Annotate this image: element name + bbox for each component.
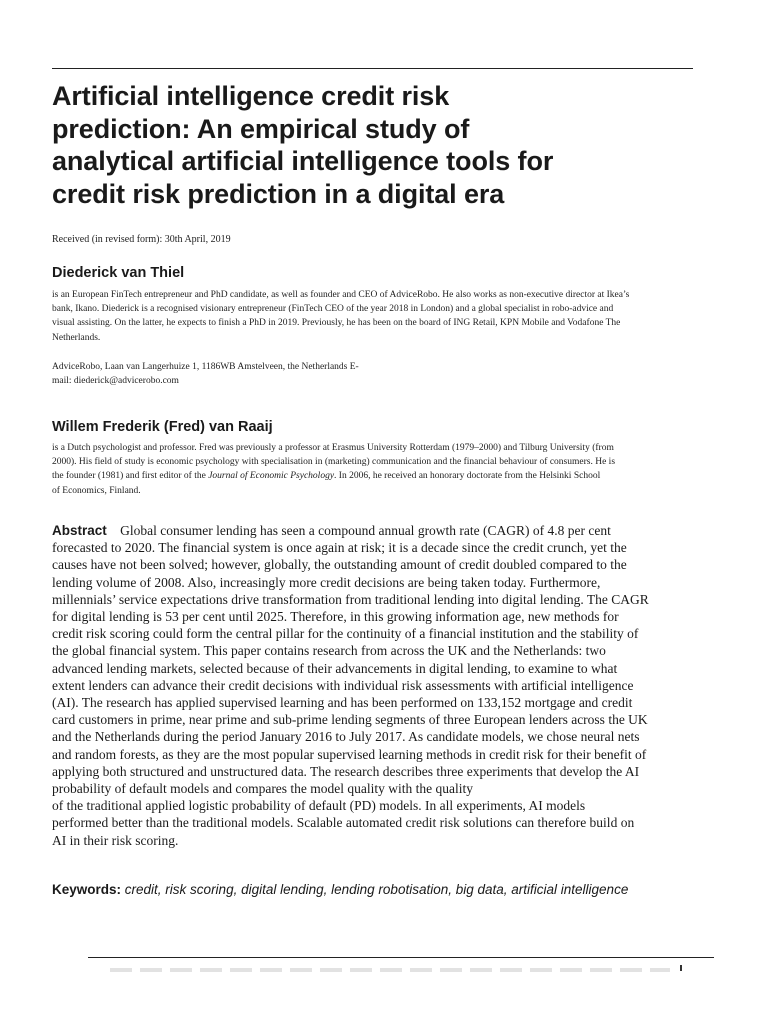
footer-rule — [88, 957, 714, 958]
abstract-line: for digital lending is 53 per cent until 2025. Therefore, in this growing information age, new methods for — [52, 609, 619, 625]
abstract-line: advanced lending markets, selected because of their advancements in digital lending, to examine to what — [52, 660, 618, 676]
address-line: AdviceRobo, Laan van Langerhuize 1, 1186WB Amstelveen, the Netherlands E- — [52, 362, 359, 372]
keywords-list: credit, risk scoring, digital lending, lending robotisation, big data, artificial intelligence — [124, 882, 629, 897]
bio-line: visual assisting. On the latter, he expects to finish a PhD in 2019. Previously, he has been on the board of ING Retail, KPN Mobile and Vodafone The — [52, 318, 621, 329]
abstract-line: credit risk scoring could form the central pillar for the continuity of a financial institution and the stability of — [52, 626, 639, 642]
bio-text: the founder (1981) and first editor of the — [52, 471, 209, 482]
abstract-line: card customers in prime, near prime and sub-prime lending segments of three European lenders across the UK — [52, 712, 648, 728]
title-line: analytical artificial intelligence tools for — [52, 146, 554, 176]
author-name: Willem Frederik (Fred) van Raaij — [52, 419, 273, 435]
abstract-line: applying both structured and unstructured data. The research describes three experiments that develop the AI — [52, 763, 640, 779]
abstract-label: Abstract — [52, 523, 107, 538]
author-address — [52, 360, 692, 388]
bio-line: of Economics, Finland. — [52, 485, 141, 496]
abstract-line: the global financial system. This paper contains research from across the UK and the Netherlands: two — [52, 643, 606, 659]
title-line: prediction: An empirical study of — [52, 113, 470, 144]
bio-line: 2000). His field of study is economic psychology with specialisation in (marketing) communication and the financial behaviour of consumers. He is — [52, 457, 616, 468]
received-date: Received (in revised form): 30th April, 2019 — [52, 234, 231, 245]
abstract-line: causes have not been solved; however, globally, the outstanding amount of credit doubled compared to the — [52, 557, 627, 573]
abstract-text: Global consumer lending has seen a compound annual growth rate (CAGR) of 4.8 per cent — [120, 523, 611, 538]
abstract-line: probability of default models and compares the model quality with the quality — [52, 781, 474, 797]
abstract-line: lending volume of 2008. Also, increasingly more credit decisions are being taken today. Furthermore, — [52, 574, 601, 590]
abstract-line: forecasted to 2020. The financial system is once again at risk; it is a decade since the credit crunch, yet the — [52, 540, 627, 556]
author-bio — [52, 441, 692, 498]
top-rule — [52, 68, 693, 69]
footer-running-text — [110, 968, 670, 972]
bio-line: Netherlands. — [52, 332, 101, 343]
bio-line: is an European FinTech entrepreneur and PhD candidate, as well as founder and CEO of AdviceRobo. He also works as non-executive director at Ikea’s — [52, 290, 630, 300]
page-number-mark — [680, 965, 682, 971]
keywords-label: Keywords: — [52, 882, 122, 897]
abstract-line: of the traditional applied logistic probability of default (PD) models. In all experiments, AI models — [52, 798, 586, 814]
bio-text: . In 2006, he received an honorary doctorate from the Helsinki School — [334, 471, 601, 482]
abstract-line: millennials’ service expectations drive transformation from traditional lending into digital lending. The CAGR — [52, 591, 649, 607]
abstract-line: AI in their risk scoring. — [52, 832, 179, 848]
article-title — [52, 80, 692, 210]
author-bio — [52, 288, 692, 345]
keywords — [52, 882, 712, 897]
abstract-line: (AI). The research has applied supervised learning and has been performed on 133,152 mortgage and credit — [52, 695, 633, 711]
abstract-line: performed better than the traditional models. Scalable automated credit risk solutions can therefore build on — [52, 815, 635, 831]
abstract — [52, 522, 692, 849]
abstract-line: and random forests, as they are the most popular supervised learning methods in credit risk for their benefit of — [52, 746, 647, 762]
abstract-line: extent lenders can advance their credit decisions with individual risk assessments with artificial intelligence — [52, 677, 634, 693]
address-line: mail: diederick@advicerobo.com — [52, 376, 179, 387]
bio-line: is a Dutch psychologist and professor. Fred was previously a professor at Erasmus University Rotterdam (1979–2000) and Tilburg University (from — [52, 443, 614, 453]
journal-name: Journal of Economic Psychology — [208, 471, 335, 482]
bio-line: bank, Ikano. Diederick is a recognised visionary entrepreneur (FinTech CEO of the year 2018 in London) and a global specialist in robo-advice and — [52, 304, 614, 315]
author-name: Diederick van Thiel — [52, 265, 185, 281]
title-line: Artificial intelligence credit risk — [52, 81, 450, 111]
title-line: credit risk prediction in a digital era — [52, 178, 505, 209]
abstract-line: and the Netherlands during the period January 2016 to July 2017. As candidate models, we chose neural nets — [52, 729, 640, 745]
bio-line — [52, 469, 692, 483]
abstract-line — [52, 522, 692, 539]
